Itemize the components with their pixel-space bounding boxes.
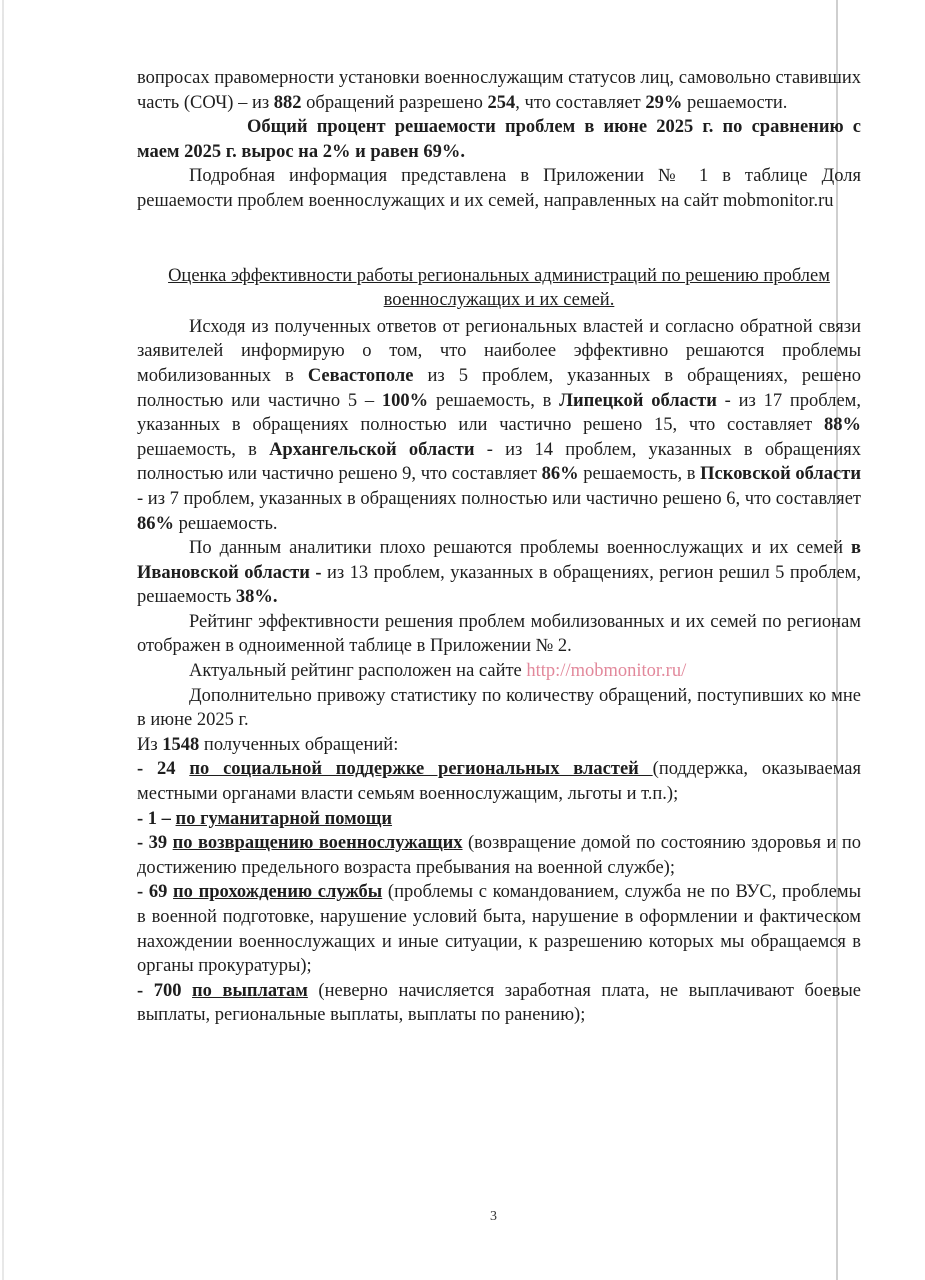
mobmonitor-link[interactable]: http://mobmonitor.ru/ bbox=[526, 661, 687, 682]
paragraph-soch-stats: вопросах правомерности установки военнослужащим статусов лиц, самовольно ставивших часть (СОЧ) – из 882 обращений разрешено 254, что составляет 29% решаемости. bbox=[137, 68, 861, 113]
paragraph-total-percent: Общий процент решаемости проблем в июне 2025 г. по сравнению с маем 2025 г. вырос на 2% и равен 69%. bbox=[137, 117, 861, 162]
list-item: - 69 по прохождению службы (проблемы с командованием, служба не по ВУС, проблемы в военной подготовке, нарушение условий быта, нарушение в оформлении и фактическом нахождении военнослужащих и иные ситуации, к разрешению которых мы обращаемся в органы прокуратуры); bbox=[137, 882, 861, 977]
scan-edge-left bbox=[2, 0, 4, 1280]
paragraph-total-requests: Из 1548 полученных обращений: bbox=[137, 734, 399, 755]
list-item: - 1 – по гуманитарной помощи bbox=[137, 808, 393, 829]
paragraph-statistics-intro: Дополнительно привожу статистику по количеству обращений, поступивших ко мне в июне 2025 г. bbox=[137, 685, 861, 731]
paragraph-rating-site: Актуальный рейтинг расположен на сайте http://mobmonitor.ru/ bbox=[189, 661, 687, 682]
request-categories-list bbox=[137, 757, 861, 1028]
paragraph-appendix-2: Рейтинг эффективности решения проблем мобилизованных и их семей по регионам отображен в одноименной таблице в Приложении № 2. bbox=[137, 611, 861, 657]
paragraph-appendix-1: Подробная информация представлена в Приложении № 1 в таблице Доля решаемости проблем военнослужащих и их семей, направленных на сайт mobmonitor.ru bbox=[137, 166, 861, 211]
page-number: 3 bbox=[490, 1209, 497, 1224]
list-item: - 39 по возвращению военнослужащих (возвращение домой по состоянию здоровья и по достижению предельного возраста пребывания на военной службе); bbox=[137, 833, 861, 878]
list-item: - 700 по выплатам (неверно начисляется заработная плата, не выплачивают боевые выплаты, региональные выплаты, выплаты по ранению); bbox=[137, 980, 861, 1026]
list-item: - 24 по социальной поддержке региональных властей (поддержка, оказываемая местными органами власти семьям военнослужащим, льготы и т.п.); bbox=[137, 759, 861, 805]
document-page bbox=[137, 66, 861, 1028]
paragraph-effective-regions: Исходя из полученных ответов от региональных властей и согласно обратной связи заявителей информирую о том, что наиболее эффективно решаются проблемы мобилизованных в Севастополе из 5 проблем, указанных в обращениях, решено полностью или частично 5 – 100% решаемость, в Липецкой области - из 17 проблем, указанных в обращениях полностью или частично решено 15, что составляет 88% решаемость, в Архангельской области - из 14 проблем, указанных в обращениях полностью или частично решено 9, что составляет 86% решаемость, в Псковской области - из 7 проблем, указанных в обращениях полностью или частично решено 6, что составляет 86% решаемость. bbox=[137, 316, 862, 534]
paragraph-poor-regions: По данным аналитики плохо решаются проблемы военнослужащих и их семей в Ивановской области - из 13 проблем, указанных в обращениях, регион решил 5 проблем, решаемость 38%. bbox=[137, 538, 861, 608]
section-heading: Оценка эффективности работы региональных администраций по решению проблем военнослужащих и их семей. bbox=[168, 265, 830, 311]
